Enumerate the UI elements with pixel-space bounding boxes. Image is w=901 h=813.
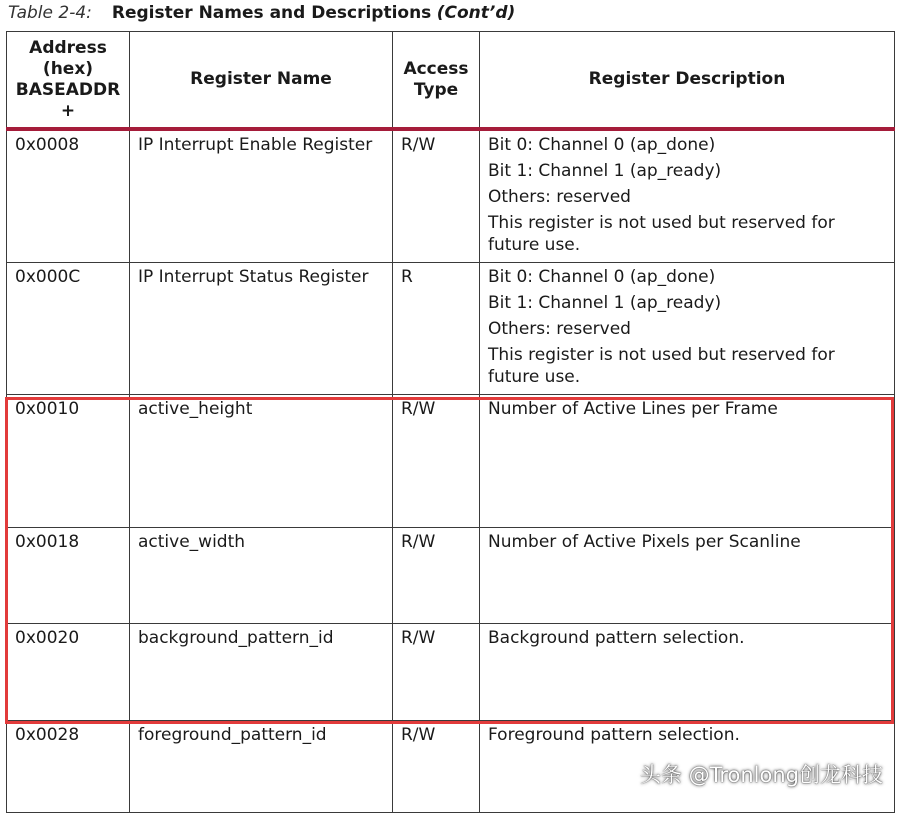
cell-register-name: active_width <box>130 528 393 624</box>
cell-description <box>480 528 895 624</box>
description-line: Bit 0: Channel 0 (ap_done) <box>488 267 716 287</box>
cell-address: 0x0020 <box>7 624 130 721</box>
description-line: Others: reserved <box>488 187 631 207</box>
cell-description <box>480 129 895 263</box>
cell-register-name: foreground_pattern_id <box>130 721 393 813</box>
cell-access-type: R <box>393 263 480 395</box>
table-row <box>7 528 895 624</box>
cell-description <box>480 624 895 721</box>
description-line: Bit 1: Channel 1 (ap_ready) <box>488 161 722 181</box>
header-address-line-2: (hex) <box>42 58 94 79</box>
table-row <box>7 624 895 721</box>
cell-address: 0x0028 <box>7 721 130 813</box>
cell-register-name: IP Interrupt Enable Register <box>130 129 393 263</box>
header-access-line-2: Type <box>413 79 459 100</box>
header-access-type <box>393 32 480 130</box>
cell-access-type: R/W <box>393 624 480 721</box>
description-line: This register is not used but reserved for future use. <box>488 345 835 387</box>
description-line: This register is not used but reserved for future use. <box>488 213 835 255</box>
cell-description <box>480 263 895 395</box>
cell-address: 0x0008 <box>7 129 130 263</box>
header-register-description: Register Description <box>480 32 895 130</box>
table-caption <box>8 2 515 24</box>
cell-access-type: R/W <box>393 721 480 813</box>
header-address-line-3: BASEADDR + <box>15 79 121 121</box>
cell-access-type: R/W <box>393 395 480 528</box>
description-line: Bit 0: Channel 0 (ap_done) <box>488 135 716 155</box>
description-line: Background pattern selection. <box>488 628 745 648</box>
cell-description <box>480 395 895 528</box>
table-continued-label: (Cont’d) <box>436 3 516 23</box>
cell-register-name: IP Interrupt Status Register <box>130 263 393 395</box>
cell-access-type: R/W <box>393 528 480 624</box>
cell-address: 0x000C <box>7 263 130 395</box>
description-line: Bit 1: Channel 1 (ap_ready) <box>488 293 722 313</box>
description-line: Number of Active Pixels per Scanline <box>488 532 801 552</box>
header-register-name: Register Name <box>130 32 393 130</box>
watermark: 头条 @Tronlong创龙科技 <box>639 763 883 787</box>
cell-access-type: R/W <box>393 129 480 263</box>
description-line: Number of Active Lines per Frame <box>488 399 778 419</box>
cell-register-name: background_pattern_id <box>130 624 393 721</box>
cell-register-name: active_height <box>130 395 393 528</box>
description-line: Foreground pattern selection. <box>488 725 740 745</box>
cell-address: 0x0010 <box>7 395 130 528</box>
header-address <box>7 32 130 130</box>
header-access-line-1: Access <box>403 58 469 79</box>
table-title: Register Names and Descriptions <box>111 3 432 23</box>
register-table <box>6 31 895 813</box>
table-row <box>7 395 895 528</box>
table-number: Table 2-4: <box>8 3 92 23</box>
description-line: Others: reserved <box>488 319 631 339</box>
header-row <box>7 32 895 130</box>
table-row <box>7 129 895 263</box>
header-address-line-1: Address <box>29 37 107 58</box>
cell-address: 0x0018 <box>7 528 130 624</box>
table-row <box>7 263 895 395</box>
